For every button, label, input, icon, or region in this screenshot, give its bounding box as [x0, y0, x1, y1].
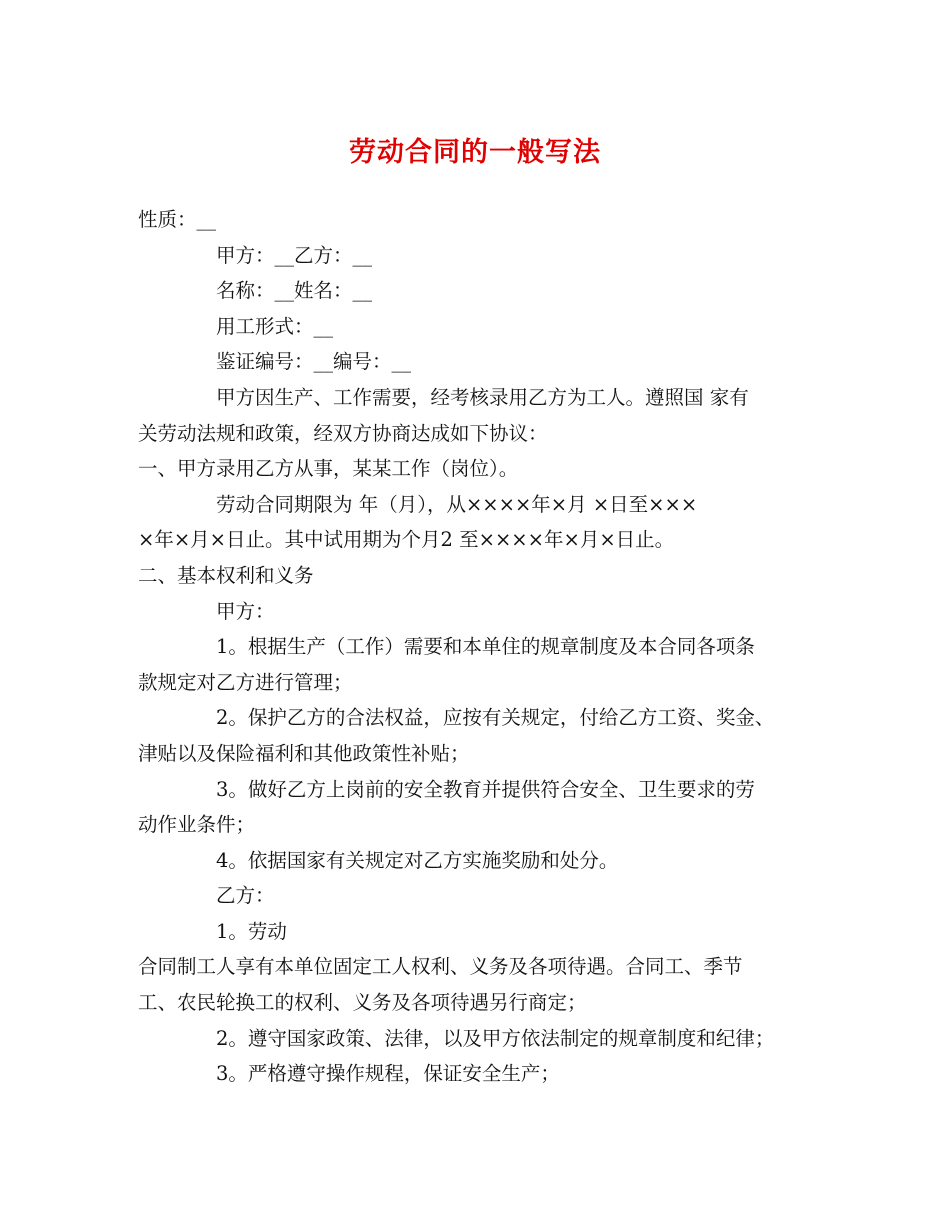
paragraph-line: ×年×月×日止。其中试用期为个月2 至××××年×月×日止。 [138, 528, 675, 552]
paragraph-line: 津贴以及保险福利和其他政策性补贴； [138, 741, 470, 765]
paragraph-line: 1。根据生产（工作）需要和本单住的规章制度及本合同各项条 [216, 635, 755, 659]
paragraph-line: 1。劳动 [216, 919, 287, 943]
paragraph-line: 用工形式：__ [216, 314, 334, 338]
document-title: 劳动合同的一般写法 [349, 137, 601, 168]
paragraph-line: 甲方：__乙方：__ [216, 243, 373, 267]
paragraph-line: 款规定对乙方进行管理； [138, 670, 353, 694]
paragraph-line: 劳动合同期限为 年（月），从××××年×月 ×日至××× [216, 492, 698, 516]
paragraph-line: 乙方： [216, 884, 275, 908]
section-heading: 二、基本权利和义务 [138, 563, 314, 587]
paragraph-line: 3。做好乙方上岗前的安全教育并提供符合安全、卫生要求的劳 [216, 777, 755, 801]
paragraph-line: 名称：__姓名：__ [216, 279, 373, 303]
paragraph-line: 2。遵守国家政策、法律，以及甲方依法制定的规章制度和纪律； [216, 1026, 775, 1050]
paragraph-line: 关劳动法规和政策，经双方协商达成如下协议： [138, 421, 548, 445]
paragraph-line: 3。严格遵守操作规程，保证安全生产； [216, 1062, 560, 1086]
paragraph-line: 合同制工人享有本单位固定工人权利、义务及各项待遇。合同工、季节 [138, 955, 743, 979]
paragraph-line: 2。保护乙方的合法权益，应按有关规定，付给乙方工资、奖金、 [216, 706, 775, 730]
paragraph-line: 动作业条件； [138, 813, 256, 837]
document-body [138, 202, 828, 1092]
paragraph-line: 性质：__ [138, 208, 217, 231]
paragraph-line: 鉴证编号：__编号：__ [216, 350, 412, 374]
paragraph-line: 甲方： [216, 599, 275, 623]
paragraph-line: 工、农民轮换工的权利、义务及各项待遇另行商定； [138, 991, 587, 1015]
section-heading: 一、甲方录用乙方从事，某某工作（岗位）。 [138, 457, 519, 481]
paragraph-line: 4。依据国家有关规定对乙方实施奖励和处分。 [216, 848, 619, 872]
paragraph-line: 甲方因生产、工作需要，经考核录用乙方为工人。遵照国 家有 [216, 385, 749, 409]
